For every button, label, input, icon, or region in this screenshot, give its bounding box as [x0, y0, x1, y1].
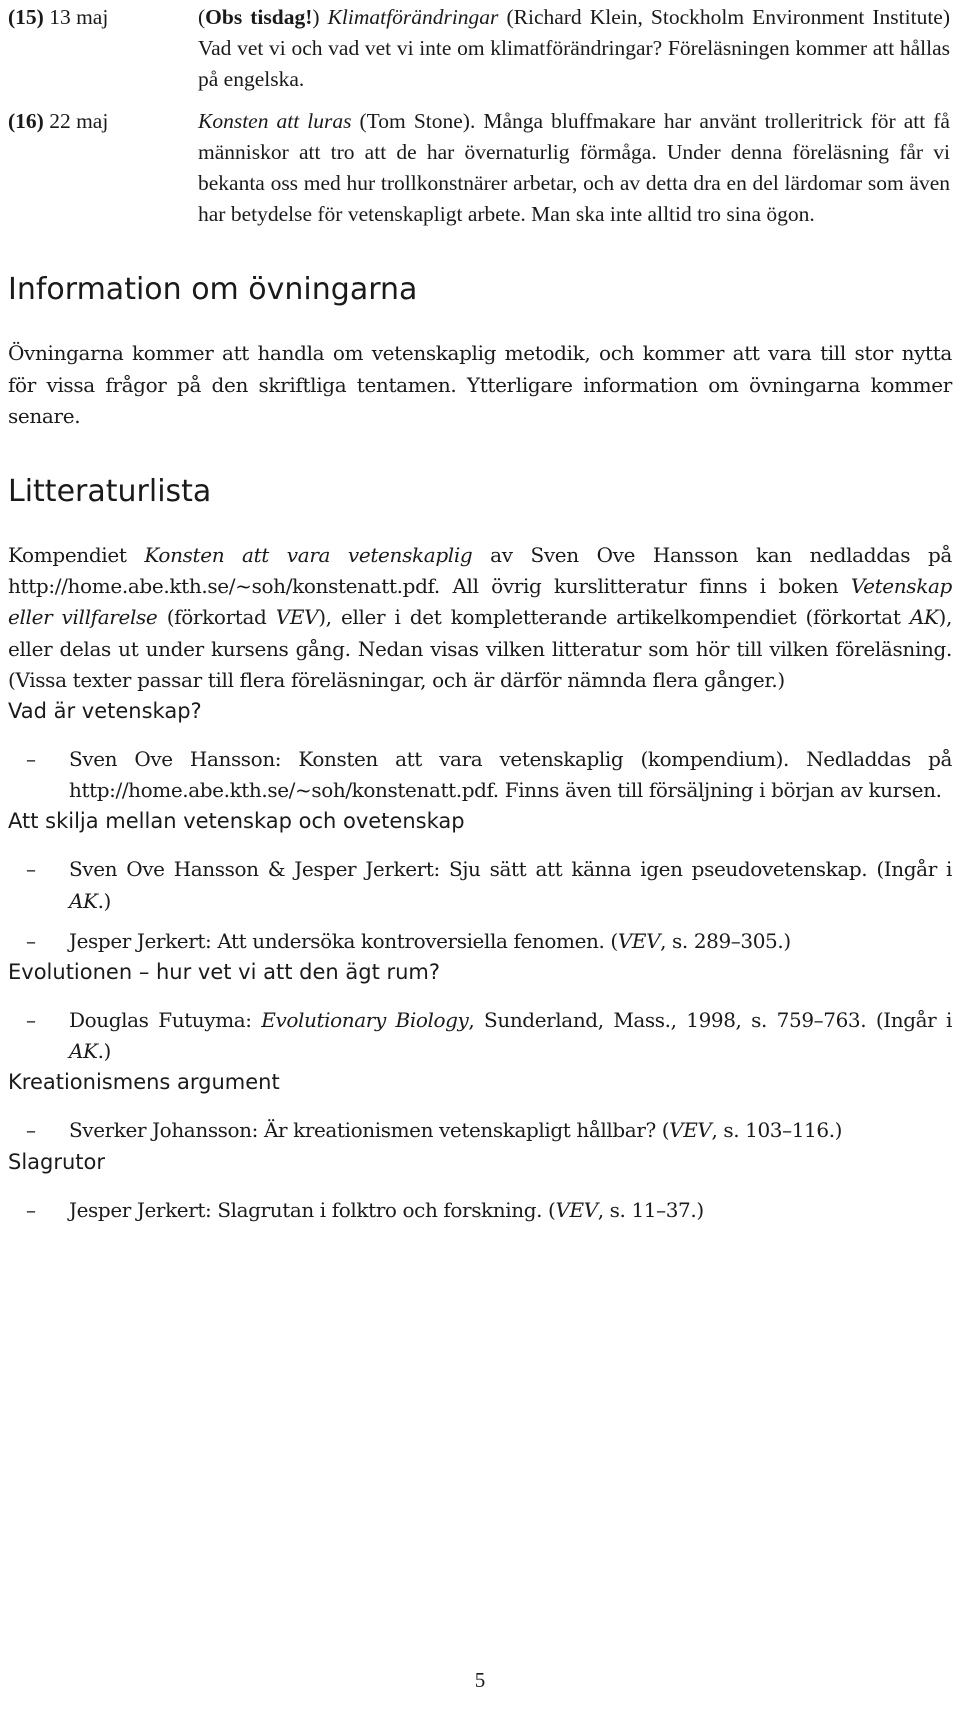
lecture-speaker: Richard Klein, Stockholm Environment Institute	[513, 5, 943, 29]
section-heading-information: Information om övningarna	[8, 272, 418, 308]
book-title: Konsten att vara vetenskaplig	[144, 543, 473, 568]
lecture-speaker: Tom Stone	[366, 108, 463, 133]
text-run: av Sven Ove Hansson kan nedladdas på http://home.abe.kth.se/~soh/konstenatt.pdf. All övrig kurslitteratur finns i boken	[8, 543, 952, 599]
topic-heading: Vad är vetenskap?	[8, 699, 202, 724]
reference-text: .)	[97, 888, 111, 913]
book-title: Vetenskap eller villfarelse	[8, 574, 952, 630]
lecture-note: Föreläsningen kommer att hållas på engelska.	[198, 36, 951, 92]
abbreviation: VEV	[555, 1197, 598, 1222]
reference-list	[8, 1195, 952, 1226]
reference-item	[8, 744, 952, 806]
topic-heading: Kreationismens argument	[8, 1070, 280, 1095]
text-run: Kompendiet	[8, 543, 145, 568]
page-number: 5	[474, 1668, 486, 1692]
text-run: ), eller delas ut under kursens gång. Nedan visas vilken litteratur som hör till vilken föreläsning. (Vissa texter passar till flera föreläsningar, och är därför nämnda flera gånger.)	[8, 605, 952, 692]
dash-marker: –	[26, 928, 36, 953]
reference-text: Jesper Jerkert: Att undersöka kontroversiella fenomen. (	[69, 928, 618, 953]
reference-text: .)	[97, 1039, 111, 1064]
reference-item	[8, 1005, 952, 1067]
reference-text: Jesper Jerkert: Slagrutan i folktro och forskning. (	[69, 1197, 556, 1222]
reference-item	[8, 926, 952, 957]
topic-heading: Att skilja mellan vetenskap och ovetenskap	[8, 809, 465, 834]
book-title: Evolutionary Biology	[261, 1008, 469, 1033]
lecture-date: 22 maj	[49, 108, 109, 133]
lecture-question: Vad vet vi och vad vet vi inte om klimatförändringar?	[198, 36, 663, 61]
topic-heading: Evolutionen – hur vet vi att den ägt rum?	[8, 960, 441, 985]
dash-marker: –	[26, 1008, 36, 1033]
lecture-number: (16)	[8, 108, 44, 133]
text-run: ), eller i det kompletterande artikelkompendiet (förkortat	[318, 605, 910, 630]
dash-marker: –	[26, 747, 36, 772]
lecture-entry-15	[8, 2, 952, 96]
dash-marker: –	[26, 1197, 36, 1222]
lecture-title: Klimatförändringar	[327, 5, 499, 29]
lecture-description: Många bluffmakare har använt trolleritrick för att få människor att tro att de har övernaturlig förmåga. Under denna föreläsning får vi bekanta oss med hur trollkonstnärer arbetar, och av detta dra en del lärdomar som även har betydelse för vetenskapligt arbete. Man ska inte alltid tro sina ögon.	[198, 108, 950, 227]
reference-text: , s. 11–37.)	[597, 1197, 704, 1222]
abbreviation: AK	[69, 888, 98, 913]
lecture-body: Konsten att luras (Tom Stone). Många bluffmakare har använt trolleritrick för att få människor att tro att de har övernaturlig förmåga. Under denna föreläsning får vi bekanta oss med hur trollkonstnärer arbetar, och av detta dra en del lärdomar som även har betydelse för vetenskapligt arbete. Man ska inte alltid tro sina ögon.	[198, 108, 950, 227]
text-run: (förkortad	[157, 605, 276, 630]
section-heading-literature: Litteraturlista	[8, 474, 212, 510]
abbreviation: VEV	[669, 1118, 712, 1143]
reference-list	[8, 744, 952, 806]
reference-item	[8, 854, 952, 916]
abbreviation: VEV	[275, 605, 319, 630]
lecture-obs: Obs tisdag!	[205, 5, 313, 29]
document-page	[8, 0, 952, 1226]
lecture-entry-16	[8, 106, 952, 231]
lecture-title: Konsten att luras	[198, 108, 352, 133]
reference-text: , s. 289–305.)	[660, 928, 791, 953]
abbreviation: VEV	[617, 928, 661, 953]
reference-text: Sven Ove Hansson: Konsten att vara vetenskaplig (kompendium). Nedladdas på http://home.abe.kth.se/~soh/konstenatt.pdf. Finns även till försäljning i början av kursen.	[69, 747, 952, 803]
lecture-body: (Obs tisdag!) Klimatförändringar (Richard Klein, Stockholm Environment Institute) Vad vet vi och vad vet vi inte om klimatförändringar? Föreläsningen kommer att hållas på engelska.	[198, 5, 951, 92]
abbreviation: AK	[69, 1039, 98, 1064]
reference-item	[8, 1115, 952, 1146]
reference-text: Sven Ove Hansson & Jesper Jerkert: Sju sätt att känna igen pseudovetenskap. (Ingår i	[69, 857, 952, 882]
reference-text: , s. 103–116.)	[711, 1118, 843, 1143]
literature-paragraph	[8, 540, 952, 696]
lecture-date: 13 maj	[49, 5, 109, 29]
reference-text: Douglas Futuyma:	[69, 1008, 262, 1033]
topic-heading: Slagrutor	[8, 1149, 106, 1174]
dash-marker: –	[26, 1118, 36, 1143]
lecture-number: (15)	[8, 5, 44, 29]
reference-text: , Sunderland, Mass., 1998, s. 759–763. (Ingår i	[468, 1008, 952, 1033]
reference-item	[8, 1195, 952, 1226]
abbreviation: AK	[909, 605, 939, 630]
information-paragraph: Övningarna kommer att handla om vetenskaplig metodik, och kommer att vara till stor nytta för vissa frågor på den skriftliga tentamen. Ytterligare information om övningarna kommer senare.	[8, 341, 952, 428]
dash-marker: –	[26, 857, 36, 882]
lecture-label	[8, 2, 198, 96]
reference-list	[8, 1005, 952, 1067]
reference-list	[8, 1115, 952, 1146]
reference-list	[8, 854, 952, 957]
reference-text: Sverker Johansson: Är kreationismen vetenskapligt hållbar? (	[69, 1118, 670, 1143]
lecture-label	[8, 106, 198, 231]
